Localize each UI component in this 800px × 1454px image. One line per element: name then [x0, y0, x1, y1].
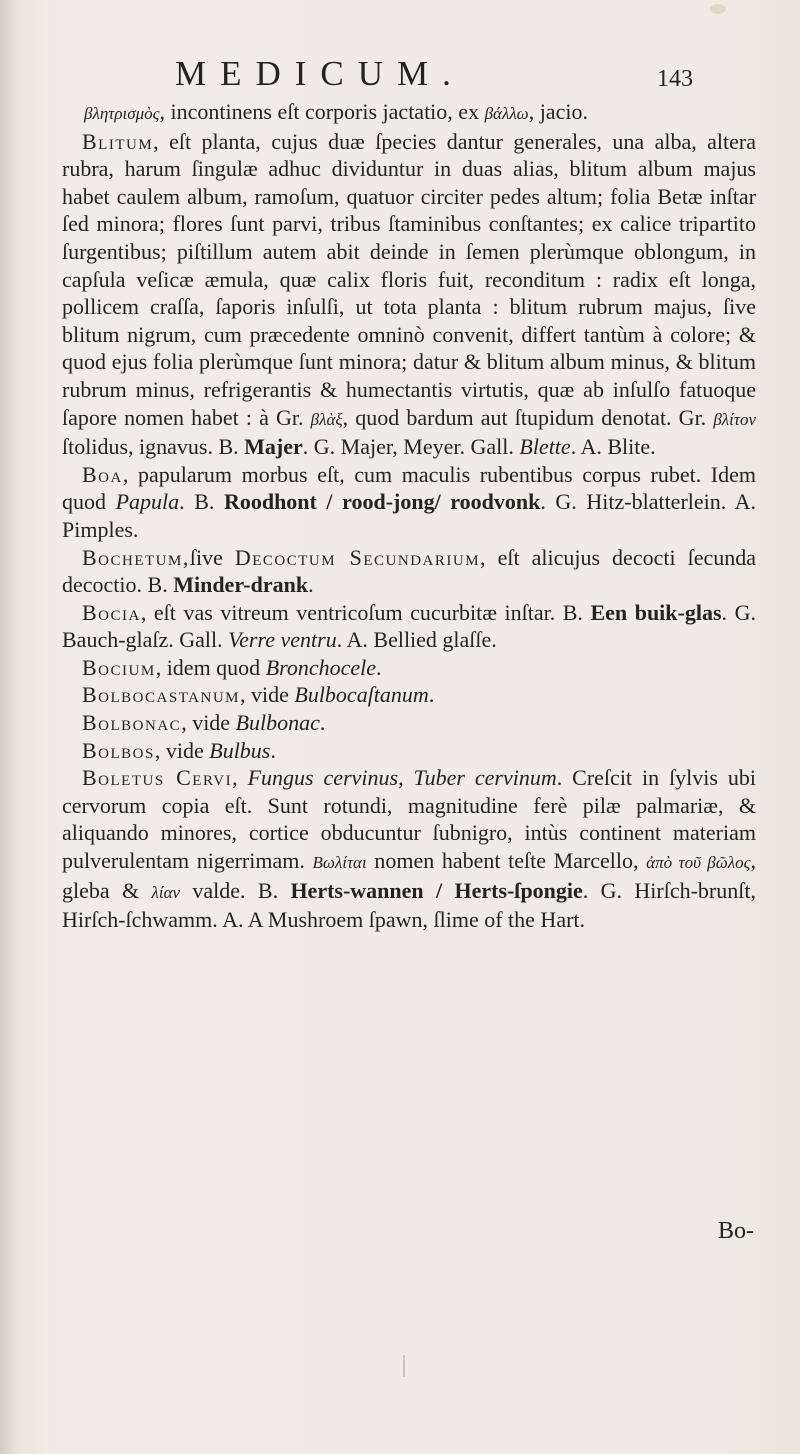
entry-bocia — [62, 599, 756, 654]
blackletter-term: Een buik-glas — [590, 599, 722, 625]
catchword: Bo- — [718, 1218, 754, 1244]
entry-headword: Bolbos — [82, 737, 155, 763]
greek-lemma: βλητρισμὸς — [84, 104, 160, 123]
entry-text: . G. Bauch-glaſz. Gall. — [62, 599, 756, 653]
page-number: 143 — [657, 66, 693, 92]
blackletter-term: Roodhont / rood-jong/ roodvonk — [223, 489, 541, 515]
entry-text: . — [270, 737, 276, 763]
entry-boletus-cervi — [62, 764, 756, 934]
blackletter-term: Herts-wannen / Herts-ſpongie — [290, 877, 583, 903]
greek-word: λίαν — [151, 882, 181, 902]
greek-word: βλίτον — [713, 409, 756, 429]
entry-headword: Boa — [82, 461, 123, 487]
page-mark — [403, 1355, 405, 1377]
running-head: MEDICUM. — [175, 54, 465, 93]
entry-text: nomen habent teſte Marcello, — [366, 848, 647, 874]
entry-blistrismos — [62, 98, 756, 128]
entry-headword-alt: Decoctum Secundarium — [234, 544, 481, 570]
entry-text: , eſt planta, cujus duæ ſpecies dantur generales, una alba, altera rubra, harum ſingulæ adhuc dividuntur in duas alias, blitum album majus habet caulem album, ramoſum, quatuor circiter pedes altum; folia Betæ inſtar ſed minora; flores ſunt parvi, tribus ſtaminibus conſtantes; ex calice tripartito ſurgentibus; piſtillum autem abit deinde in ſemen plerùmque oblongum, in capſula veſicæ æmula, quæ calix floris fuit, reconditum : radix eſt longa, pollicem craſſa, ſaporis inſulſi, ut tota planta : blitum rubrum majus, ſive blitum nigrum, cum præcedente omninò convenit, differt tantùm à colore; & quod ejus folia plerùmque ſunt minora; datur & blitum album minus, & blitum rubrum minus, refrigerantis & humectantis virtutis, quæ ab inſulſo fatuoque ſapore nomen habet : à Gr. — [62, 128, 756, 430]
entry-text: . A. Blite. — [570, 434, 656, 460]
entry-headword: Boletus Cervi — [82, 765, 233, 791]
entry-text: . B. — [179, 489, 224, 515]
greek-word: βλὰξ — [310, 409, 343, 429]
entry-headword: Bocium — [82, 654, 156, 680]
entry-text: . Creſcit in ſylvis ubi cervorum copia eſt. Sunt rotundi, magnitudine ferè pilæ palmariæ, & aliquando minores, cortice obducuntur ſubnigro, intùs continent materiam pulverulentam nigerrimam. — [62, 765, 757, 874]
entry-headword: Bolbocastanum — [82, 682, 240, 708]
entry-bocium — [62, 654, 756, 682]
entry-headword: Bocia — [82, 599, 141, 625]
entry-text: . — [308, 572, 314, 598]
entry-text: . A. Bellied glaſſe. — [336, 627, 497, 653]
entry-text: , idem quod — [155, 654, 266, 680]
entry-text: . — [319, 710, 326, 736]
italic-term: Tuber cervinum — [413, 765, 557, 791]
blackletter-term: Majer — [244, 434, 303, 460]
entry-text: . — [376, 654, 382, 680]
entry-text: . G. Majer, Meyer. Gall. — [302, 434, 520, 460]
entry-headword: Bochetum, — [82, 544, 190, 570]
entry-blitum — [62, 128, 756, 461]
entry-headword: Blitum — [82, 128, 154, 154]
entry-text: , vide — [239, 682, 295, 708]
entry-text: , vide — [181, 710, 236, 736]
greek-word: βάλλω — [484, 104, 529, 123]
entry-text: , vide — [154, 737, 210, 763]
dictionary-text — [62, 98, 756, 934]
entry-boa — [62, 461, 756, 544]
entry-text: , eſt alicujus decocti ſecunda decoctio. B. — [62, 544, 757, 598]
italic-term: Blette — [519, 434, 571, 460]
entry-text: , — [398, 765, 414, 791]
entry-text: , gleba & — [62, 848, 757, 903]
entry-bolbocastanum — [62, 681, 756, 709]
entry-text: ſtolidus, ignavus. B. — [62, 434, 245, 460]
entry-text: , eſt vas vitreum ventricoſum cucurbitæ inſtar. B. — [140, 599, 591, 625]
blackletter-term: Minder-drank — [173, 572, 309, 598]
entry-text: , — [232, 765, 248, 791]
entry-headword: Bolbonac — [82, 710, 182, 736]
entry-text: valde. B. — [180, 877, 291, 903]
entry-bochetum — [62, 544, 756, 599]
page-header — [175, 54, 693, 94]
italic-term: Verre ventru — [228, 627, 337, 653]
paper-stain — [710, 4, 726, 14]
italic-term: Bulbonac — [235, 710, 320, 736]
entry-text: ſive — [189, 544, 235, 570]
entry-text: , incontinens eſt corporis jactatio, ex — [159, 99, 485, 124]
entry-text: , papularum morbus eſt, cum maculis rubentibus corpus rubet. Idem quod — [62, 461, 756, 515]
greek-word: Βωλίται — [312, 853, 367, 873]
entry-bolbonac — [62, 709, 756, 737]
italic-term: Bulbus — [209, 737, 271, 763]
italic-term: Bulbocaſtanum — [294, 682, 429, 708]
gutter-shadow — [0, 0, 18, 1454]
entry-text: . G. Hirſch-brunſt, Hirſch-ſchwamm. A. A Mushroem ſpawn, ſlime of the Hart. — [62, 877, 756, 933]
entry-text: , quod bardum aut ſtupidum denotat. Gr. — [342, 404, 714, 430]
entry-text: , jacio. — [528, 99, 588, 124]
entry-text: . — [428, 682, 435, 708]
greek-word: ἀπὸ τοῦ βῶλος — [646, 853, 751, 873]
italic-term: Bronchocele — [265, 654, 377, 680]
entry-bolbos — [62, 737, 756, 765]
entry-text: . G. Hitz-blatterlein. A. Pimples. — [62, 489, 756, 542]
italic-term: Papula — [115, 489, 180, 515]
italic-term: Fungus cervinus — [247, 765, 399, 791]
